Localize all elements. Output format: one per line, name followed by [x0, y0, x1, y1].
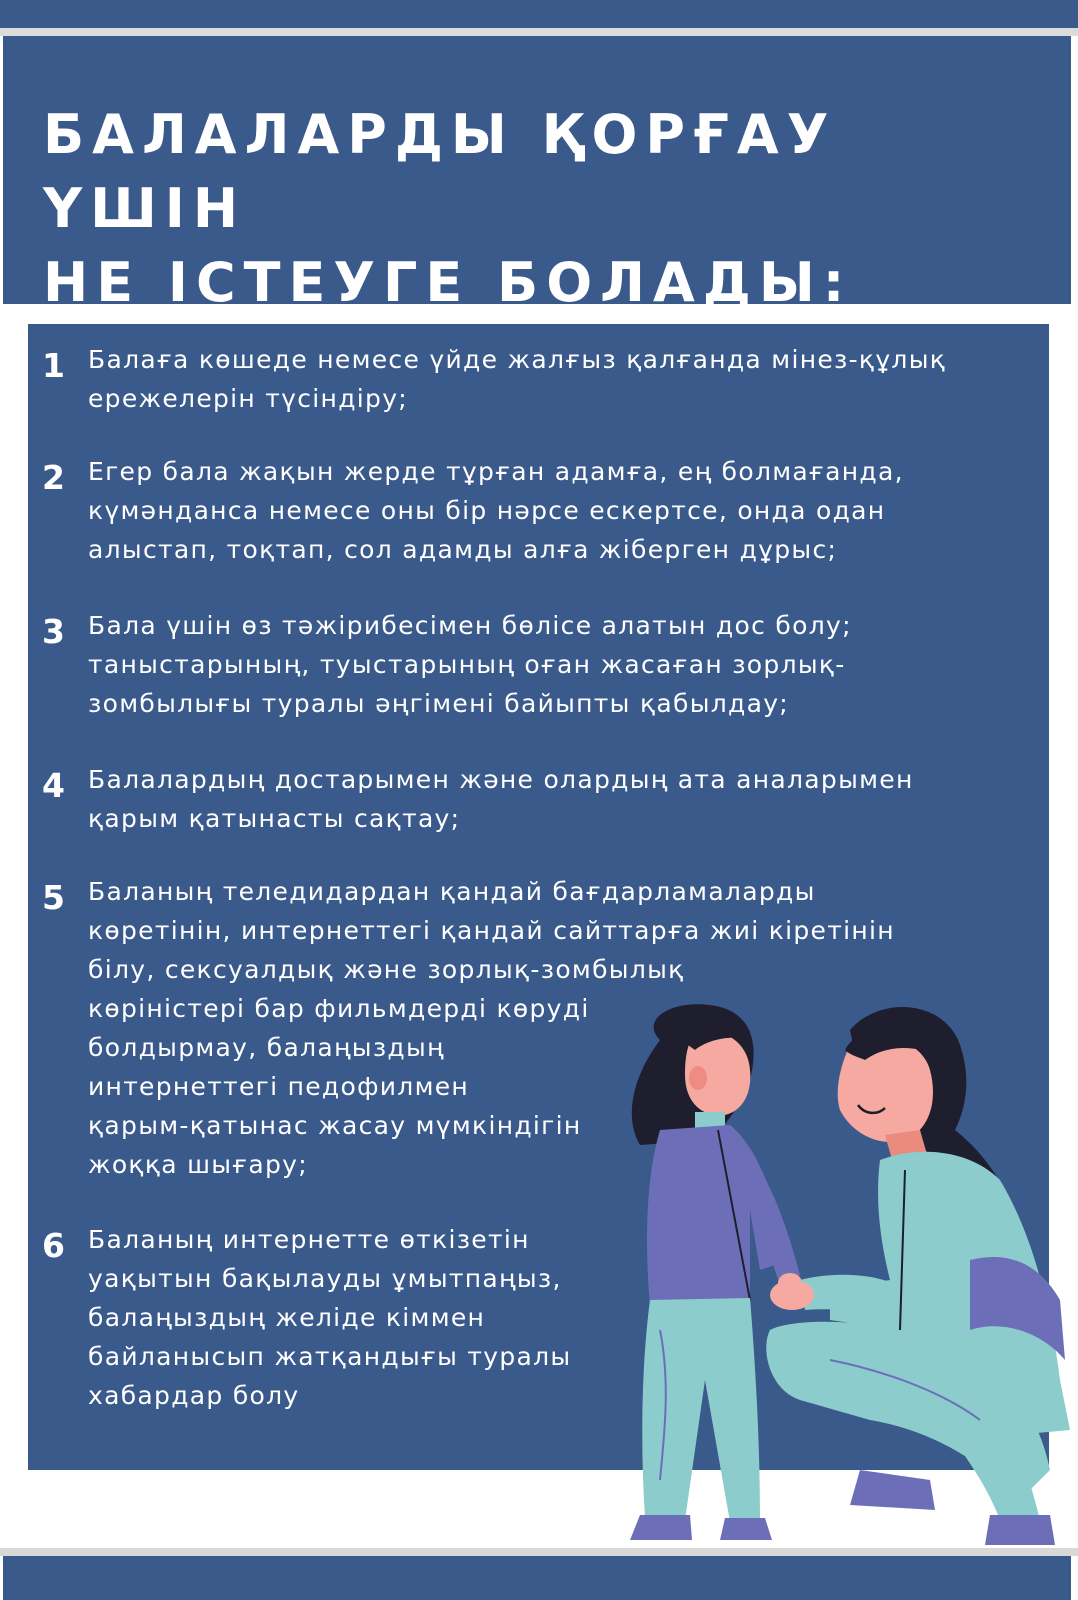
item-text: Баланың теледидардан қандай бағдарламаларды көретінін, интернеттегі қандай сайттарға жиі кіретінін білу, сексуалдық және зорлық-зомбылық көріністері бар фильмдерді көруді болдырмау, балаңыздың интернеттегі педофилмен қарым-қатынас жасау мүмкіндігін жоққа шығару; — [88, 877, 895, 1179]
item-text: Баланың интернетте өткізетін уақытын бақылауды ұмытпаңыз, балаңыздың желіде кіммен байланысып жатқандығы туралы хабардар болу — [88, 1225, 572, 1410]
item-number: 2 — [42, 458, 65, 497]
item-text: Бала үшін өз тәжірибесімен бөлісе алатын дос болу; таныстарының, туыстарының оған жасаған зорлық- зомбылығы туралы әңгімені байыпты қабылдау; — [88, 611, 852, 718]
item-number: 6 — [42, 1226, 65, 1265]
top-color-strip — [0, 0, 1078, 28]
item-text: Балалардың достарымен және олардың ата аналарымен қарым қатынасты сақтау; — [88, 765, 914, 833]
item-text: Балаға көшеде немесе үйде жалғыз қалғанда мінез-құлық ережелерін түсіндіру; — [88, 345, 947, 413]
mother-figure — [766, 1007, 1070, 1545]
page-title: БАЛАЛАРДЫ ҚОРҒАУ ҮШІН НЕ ІСТЕУГЕ БОЛАДЫ: — [43, 103, 853, 314]
header-banner — [3, 36, 1071, 314]
mother-child-illustration — [600, 1000, 1078, 1600]
item-text: Егер бала жақын жерде тұрған адамға, ең болмағанда, күмәнданса немесе оны бір нәрсе ескертсе, онда одан алыстап, тоқтап, сол адамды алға жіберген дұрыс; — [88, 457, 904, 564]
item-number: 4 — [42, 766, 65, 805]
item-number: 5 — [42, 878, 65, 917]
item-number: 1 — [42, 346, 65, 385]
top-divider — [0, 28, 1078, 36]
item-number: 3 — [42, 612, 65, 651]
child-figure — [630, 1004, 802, 1540]
